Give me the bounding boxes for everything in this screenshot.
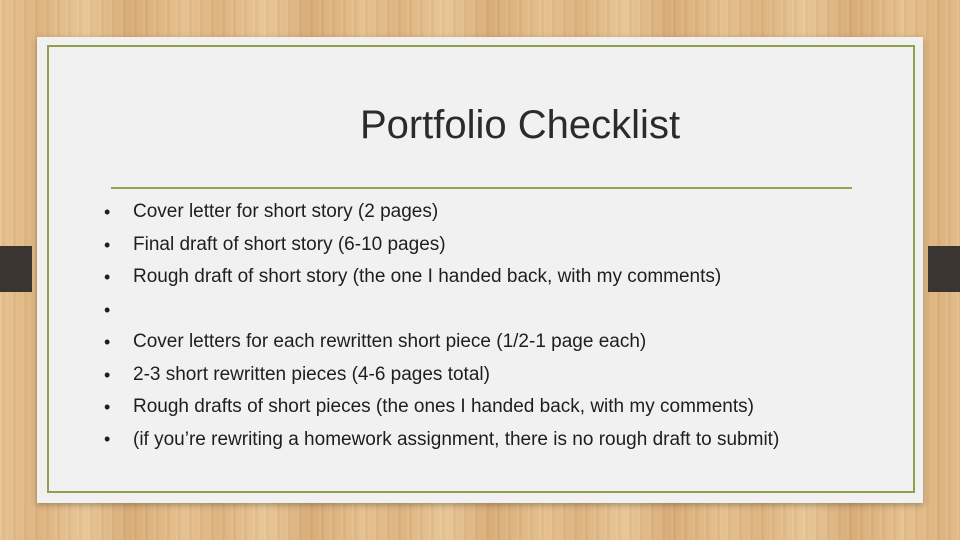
bullet-icon: •	[104, 202, 111, 222]
checklist-item-text: 2-3 short rewritten pieces (4-6 pages total)	[133, 363, 490, 385]
checklist-item-text: Final draft of short story (6-10 pages)	[133, 233, 446, 255]
title-divider	[111, 187, 852, 189]
checklist-item	[104, 331, 861, 353]
checklist-item	[104, 201, 861, 223]
checklist	[104, 201, 861, 461]
bullet-icon: •	[104, 267, 111, 287]
checklist-item	[104, 266, 861, 288]
bullet-icon: •	[104, 397, 111, 417]
slide-title: Portfolio Checklist	[359, 103, 681, 147]
checklist-item	[104, 396, 861, 418]
slide-card	[37, 37, 923, 503]
bullet-icon: •	[104, 428, 111, 449]
bullet-icon: •	[104, 234, 111, 255]
bullet-icon: •	[104, 364, 111, 385]
checklist-item-empty	[104, 299, 861, 321]
checklist-item-text: Cover letters for each rewritten short piece (1/2-1 page each)	[133, 331, 647, 352]
checklist-item-text: Cover letter for short story (2 pages)	[133, 201, 439, 222]
checklist-item	[104, 233, 861, 256]
bullet-icon: •	[104, 332, 111, 352]
bullet-icon: •	[104, 299, 111, 320]
left-side-tab	[0, 246, 32, 292]
checklist-item	[104, 363, 861, 386]
checklist-item-text: (if you’re rewriting a homework assignment, there is no rough draft to submit)	[133, 428, 780, 450]
right-side-tab	[928, 246, 960, 292]
checklist-item-text: Rough drafts of short pieces (the ones I handed back, with my comments)	[133, 396, 754, 417]
checklist-item	[104, 428, 861, 451]
checklist-item-text: Rough draft of short story (the one I handed back, with my comments)	[133, 266, 722, 287]
